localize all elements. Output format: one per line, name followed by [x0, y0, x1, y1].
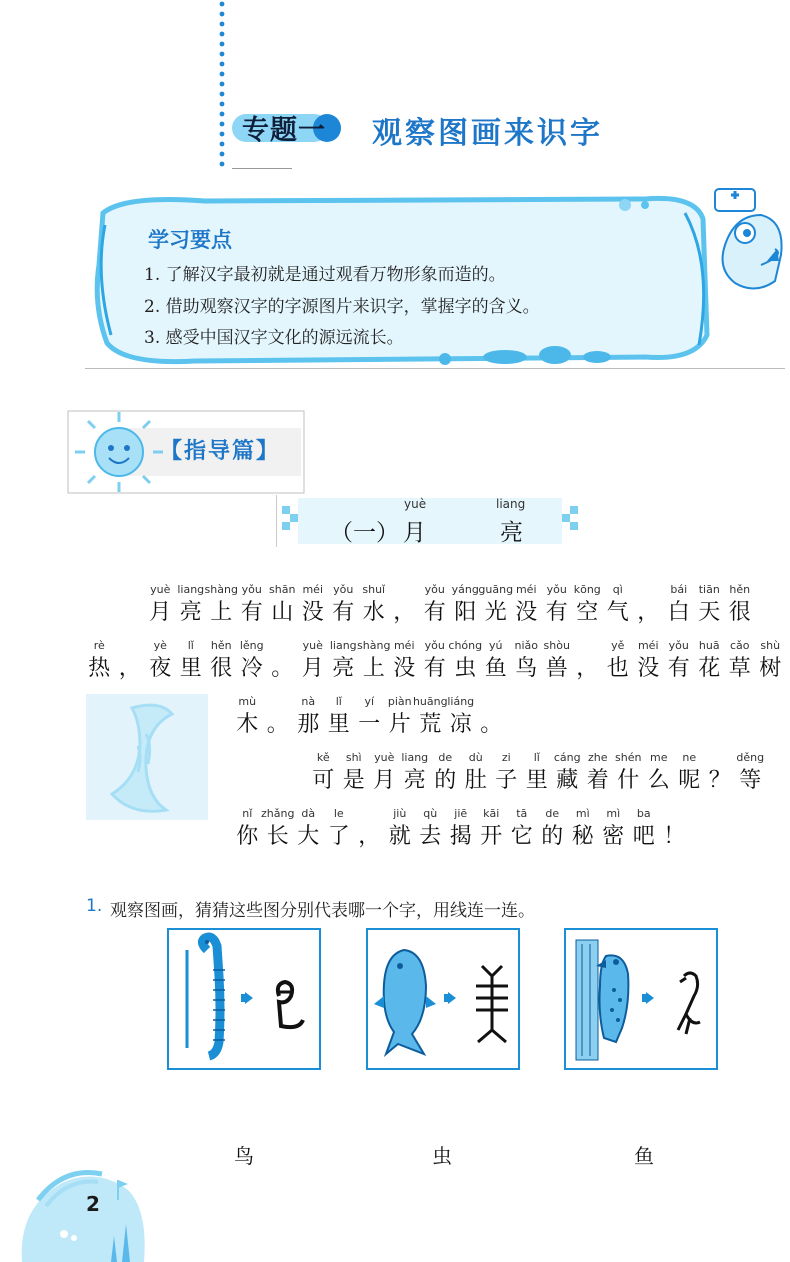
pinyin: mì [606, 807, 621, 820]
section-char-1: 月 [403, 520, 426, 546]
hanzi: 亮 [179, 600, 202, 625]
passage-char [542, 582, 573, 628]
page-corner-decoration [18, 1160, 148, 1262]
passage-char [328, 582, 359, 628]
pinyin: jiù [393, 807, 407, 820]
passage-char [613, 750, 644, 796]
pinyin: méi [637, 639, 659, 652]
passage-char [481, 638, 512, 684]
passage-char [476, 806, 507, 852]
passage-char [572, 582, 603, 628]
pinyin: de [438, 751, 453, 764]
passage-char [359, 582, 390, 628]
page-title: 观察图画来识字 [372, 116, 603, 151]
pinyin: chóng [448, 639, 483, 652]
answer-insect[interactable]: 虫 [432, 1144, 452, 1168]
pinyin: yǒu [546, 583, 567, 596]
chapter-label: 专题一 [242, 115, 326, 146]
hanzi: 上 [362, 656, 385, 681]
hanzi: 没 [515, 600, 538, 625]
pinyin: mù [238, 695, 257, 708]
hanzi: 荒 [419, 712, 442, 737]
passage-char [267, 638, 298, 684]
pinyin: tiān [698, 583, 720, 596]
passage-char [354, 806, 385, 852]
pinyin: hěn [729, 583, 751, 596]
pinyin: méi [515, 583, 537, 596]
passage-char [232, 806, 263, 852]
pinyin: tā [516, 807, 528, 820]
passage-char [629, 806, 660, 852]
nurse-bird-icon [715, 189, 782, 289]
passage-char [293, 694, 324, 740]
passage-char [385, 694, 416, 740]
passage-char [206, 638, 237, 684]
hanzi: 虫 [454, 656, 477, 681]
passage-char [491, 750, 522, 796]
passage-char [308, 750, 339, 796]
hanzi: 光 [484, 600, 507, 625]
hanzi: ， [358, 824, 381, 849]
worm-picture [169, 930, 319, 1068]
hanzi: 的 [541, 824, 564, 849]
passage-char [735, 750, 766, 796]
passage-char [354, 694, 385, 740]
divider [85, 368, 785, 369]
bird-picture [566, 930, 716, 1068]
passage-line-2 [84, 638, 786, 684]
pinyin: nǐ [242, 807, 253, 820]
hanzi: 树 [759, 656, 782, 681]
pinyin: piàn [387, 695, 412, 708]
hanzi: 水 [362, 600, 385, 625]
passage-char [84, 638, 115, 684]
hanzi: 有 [332, 600, 355, 625]
hanzi: 鱼 [484, 656, 507, 681]
hanzi: 鸟 [515, 656, 538, 681]
passage-char [450, 638, 481, 684]
pinyin: bái [670, 583, 688, 596]
passage-char [415, 806, 446, 852]
passage-char [633, 638, 664, 684]
hanzi: 去 [419, 824, 442, 849]
passage-line-5 [232, 806, 690, 852]
pinyin: liang [329, 639, 357, 652]
pinyin: dù [468, 751, 483, 764]
question-text: 观察图画，猜猜这些图分别代表哪一个字，用线连一连。 [110, 901, 535, 921]
pinyin: niǎo [514, 639, 538, 652]
passage-char [542, 638, 573, 684]
pinyin: me [650, 751, 668, 764]
hanzi: ， [637, 600, 660, 625]
passage-char [206, 582, 237, 628]
passage-char [339, 750, 370, 796]
hanzi: 冷 [240, 656, 263, 681]
hanzi: 凉 [449, 712, 472, 737]
passage-char [263, 806, 294, 852]
passage-char [644, 750, 675, 796]
pinyin: yǒu [424, 583, 445, 596]
passage-char [583, 750, 614, 796]
pinyin: yǒu [241, 583, 262, 596]
hanzi: 木 [236, 712, 259, 737]
hanzi: 亮 [403, 768, 426, 793]
passage-char [694, 582, 725, 628]
pinyin: qù [423, 807, 438, 820]
hanzi: 草 [728, 656, 751, 681]
pinyin: liáng [447, 695, 475, 708]
pinyin: shén [615, 751, 642, 764]
passage-line-1 [145, 582, 755, 628]
question-number: 1. [86, 896, 103, 916]
passage-char [232, 694, 263, 740]
pinyin: kě [316, 751, 330, 764]
passage-char [324, 694, 355, 740]
hanzi: 没 [301, 600, 324, 625]
passage-char [511, 582, 542, 628]
pinyin: de [545, 807, 560, 820]
hanzi: 是 [342, 768, 365, 793]
hanzi: 很 [728, 600, 751, 625]
passage-char [324, 806, 355, 852]
passage-char [298, 638, 329, 684]
pinyin: jiē [454, 807, 468, 820]
passage-char [400, 750, 431, 796]
passage-char [725, 638, 756, 684]
hanzi: 很 [210, 656, 233, 681]
passage-char [522, 750, 553, 796]
passage-char [450, 582, 481, 628]
hanzi: ， [576, 656, 599, 681]
passage-char [176, 638, 207, 684]
pinyin: yè [153, 639, 167, 652]
hanzi: 山 [271, 600, 294, 625]
hanzi: 有 [545, 600, 568, 625]
passage-char [664, 638, 695, 684]
pinyin: shù [760, 639, 781, 652]
pinyin: yuè [150, 583, 171, 596]
pinyin: liang [401, 751, 429, 764]
passage-char [755, 638, 786, 684]
pinyin: ba [636, 807, 651, 820]
dotted-line-decoration [218, 0, 226, 168]
hanzi: 天 [698, 600, 721, 625]
hanzi: ， [118, 656, 141, 681]
hanzi: 白 [667, 600, 690, 625]
hanzi: 子 [495, 768, 518, 793]
passage-char [633, 582, 664, 628]
passage-char [446, 694, 477, 740]
passage-char [598, 806, 629, 852]
pinyin: cáng [553, 751, 581, 764]
hanzi: 月 [149, 600, 172, 625]
hanzi: ？ [708, 768, 731, 793]
passage-char [664, 582, 695, 628]
key-point-3: 3. 感受中国汉字文化的源远流长。 [144, 328, 404, 348]
passage-char [511, 638, 542, 684]
pinyin: hěn [210, 639, 232, 652]
passage-char [705, 750, 736, 796]
hanzi: 有 [423, 600, 446, 625]
passage-char [507, 806, 538, 852]
passage-char [603, 638, 634, 684]
pinyin: yáng [451, 583, 479, 596]
hanzi: 吧 [632, 824, 655, 849]
hanzi: 那 [297, 712, 320, 737]
passage-char [446, 806, 477, 852]
pinyin: yuè [302, 639, 323, 652]
hanzi: 。 [480, 712, 503, 737]
hanzi: 没 [637, 656, 660, 681]
passage-char [568, 806, 599, 852]
picture-card-bird[interactable] [564, 928, 718, 1070]
hanzi: 有 [667, 656, 690, 681]
hanzi: 呢 [678, 768, 701, 793]
passage-char [412, 694, 448, 740]
hanzi: 可 [312, 768, 335, 793]
pinyin: shàng [204, 583, 238, 596]
passage-char [385, 806, 416, 852]
pinyin: kāi [483, 807, 500, 820]
hanzi: 里 [327, 712, 350, 737]
hanzi: 兽 [545, 656, 568, 681]
pinyin: zhǎng [261, 807, 295, 820]
passage-char [552, 750, 583, 796]
hanzi: 月 [301, 656, 324, 681]
hanzi: 亮 [332, 656, 355, 681]
hanzi: 你 [236, 824, 259, 849]
passage-char [298, 582, 329, 628]
hanzi: 就 [388, 824, 411, 849]
hanzi: 热 [88, 656, 111, 681]
section-number: （一） [330, 520, 399, 546]
page-number: 2 [86, 1192, 100, 1216]
pinyin: lǐ [187, 639, 194, 652]
pinyin: zhe [587, 751, 608, 764]
passage-char [176, 582, 207, 628]
passage-char [267, 582, 298, 628]
title-underline [232, 168, 292, 169]
pinyin: yě [611, 639, 625, 652]
hanzi: 揭 [449, 824, 472, 849]
passage-char [725, 582, 756, 628]
hanzi: 么 [647, 768, 670, 793]
hanzi: 的 [434, 768, 457, 793]
pinyin: lǐ [533, 751, 540, 764]
pinyin: qì [612, 583, 623, 596]
passage-char [674, 750, 705, 796]
hanzi: 片 [388, 712, 411, 737]
passage-char [145, 638, 176, 684]
pinyin: ne [682, 751, 697, 764]
passage-char [420, 582, 451, 628]
pinyin: kōng [573, 583, 601, 596]
passage-char [389, 582, 420, 628]
answer-fish[interactable]: 鱼 [634, 1144, 654, 1168]
passage-char [537, 806, 568, 852]
passage-char [328, 638, 359, 684]
hanzi: 里 [179, 656, 202, 681]
pinyin: shān [269, 583, 296, 596]
passage-char [369, 750, 400, 796]
pinyin: shòu [543, 639, 570, 652]
hanzi: 有 [240, 600, 263, 625]
hanzi: 秘 [571, 824, 594, 849]
fish-picture [368, 930, 518, 1068]
passage-char [659, 806, 690, 852]
hanzi: ！ [663, 824, 686, 849]
passage-line-3 [232, 694, 507, 740]
hanzi: 肚 [464, 768, 487, 793]
passage-char [420, 638, 451, 684]
section-char-2: 亮 [500, 520, 523, 546]
hanzi: 大 [297, 824, 320, 849]
pinyin: yǒu [424, 639, 445, 652]
pinyin: liang [177, 583, 205, 596]
passage-char [430, 750, 461, 796]
passage-char [293, 806, 324, 852]
hanzi: 。 [266, 712, 289, 737]
section-title-frame [276, 494, 584, 548]
passage-char [359, 638, 390, 684]
pinyin: yuè [374, 751, 395, 764]
picture-card-fish[interactable] [366, 928, 520, 1070]
hanzi: 花 [698, 656, 721, 681]
answer-bird[interactable]: 鸟 [234, 1144, 254, 1168]
passage-char [572, 638, 603, 684]
pinyin: lěng [239, 639, 264, 652]
pinyin: shì [345, 751, 362, 764]
passage-char [389, 638, 420, 684]
hanzi: 了 [327, 824, 350, 849]
hanzi: 气 [606, 600, 629, 625]
hanzi: 月 [373, 768, 396, 793]
hanzi: 空 [576, 600, 599, 625]
hanzi: 夜 [149, 656, 172, 681]
hanzi: 阳 [454, 600, 477, 625]
hanzi: 等 [739, 768, 762, 793]
picture-card-worm[interactable] [167, 928, 321, 1070]
passage-char [237, 638, 268, 684]
hanzi: ， [393, 600, 416, 625]
pinyin: guāng [478, 583, 514, 596]
passage-char [115, 638, 146, 684]
pinyin: mì [575, 807, 590, 820]
guide-label: 【指导篇】 [160, 439, 281, 464]
pinyin: rè [93, 639, 105, 652]
hanzi: 没 [393, 656, 416, 681]
hanzi: 藏 [556, 768, 579, 793]
section-pinyin-1: yuè [404, 497, 427, 511]
hanzi: 长 [266, 824, 289, 849]
pinyin: zi [501, 751, 511, 764]
pinyin: le [333, 807, 344, 820]
hanzi: 有 [423, 656, 446, 681]
pinyin: lǐ [335, 695, 342, 708]
pinyin: yǒu [333, 583, 354, 596]
pinyin: méi [393, 639, 415, 652]
hanzi: 上 [210, 600, 233, 625]
passage-char [478, 582, 514, 628]
pinyin: huā [698, 639, 720, 652]
passage-char [603, 582, 634, 628]
key-point-1: 1. 了解汉字最初就是通过观看万物形象而造的。 [144, 265, 506, 285]
pinyin: dà [301, 807, 316, 820]
pinyin: yí [364, 695, 375, 708]
hanzi: 着 [586, 768, 609, 793]
key-point-2: 2. 借助观察汉字的字源图片来识字，掌握字的含义。 [144, 297, 540, 317]
moon-icon [86, 694, 208, 820]
moon-picture [86, 694, 208, 820]
passage-char [476, 694, 507, 740]
pinyin: cǎo [729, 639, 750, 652]
hanzi: 。 [271, 656, 294, 681]
passage-line-4 [308, 750, 766, 796]
hanzi: 密 [602, 824, 625, 849]
pinyin: shuǐ [362, 583, 386, 596]
section-pinyin-2: liang [496, 497, 526, 511]
hanzi: 里 [525, 768, 548, 793]
passage-char [694, 638, 725, 684]
pinyin: děng [736, 751, 765, 764]
pinyin: huāng [412, 695, 448, 708]
pinyin: yǒu [668, 639, 689, 652]
pinyin: méi [302, 583, 324, 596]
hanzi: 也 [606, 656, 629, 681]
pinyin: nà [301, 695, 316, 708]
passage-char [237, 582, 268, 628]
passage-char [145, 582, 176, 628]
hanzi: 它 [510, 824, 533, 849]
pinyin: shàng [357, 639, 391, 652]
key-points-heading: 学习要点 [148, 228, 232, 252]
pinyin: yú [489, 639, 503, 652]
hanzi: 什 [617, 768, 640, 793]
hanzi: 一 [358, 712, 381, 737]
passage-char [263, 694, 294, 740]
hanzi: 开 [480, 824, 503, 849]
passage-char [461, 750, 492, 796]
